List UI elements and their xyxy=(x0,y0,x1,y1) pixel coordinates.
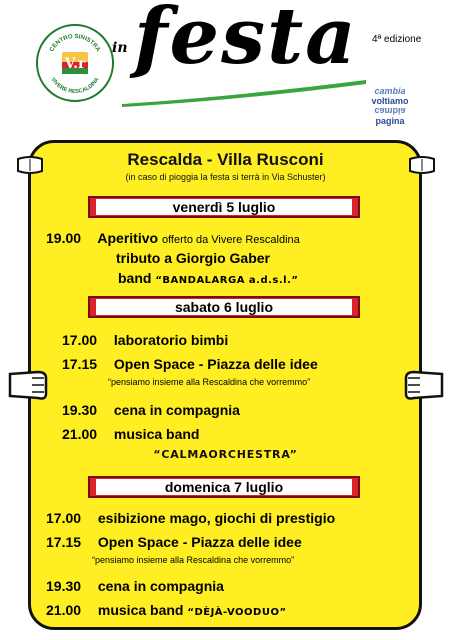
band-name: “CALMAORCHESTRA” xyxy=(153,448,298,461)
logo-emblem-icon xyxy=(38,26,112,100)
event-title: musica band xyxy=(113,426,200,442)
event-detail: offerto da Vivere Rescaldina xyxy=(161,234,300,246)
event-time: 17.15 xyxy=(62,356,98,372)
event-title: Open Space - Piazza delle idee xyxy=(97,534,302,550)
event-row xyxy=(62,402,240,418)
day-label: venerdì 5 luglio xyxy=(96,199,352,215)
event-row xyxy=(116,250,270,266)
edition-label: 4ª edizione xyxy=(372,34,422,45)
event-row xyxy=(62,356,318,372)
event-time: 21.00 xyxy=(62,426,98,442)
day-banner-sunday xyxy=(88,476,360,498)
logo xyxy=(36,24,114,102)
green-swoosh-icon xyxy=(120,78,370,108)
event-time: 19.00 xyxy=(46,230,82,246)
logo-top-text: CENTRO SINISTRA xyxy=(49,33,101,53)
band-name: “DÈJÀ-VOODUO” xyxy=(187,607,287,618)
event-row xyxy=(62,332,228,348)
event-time: 19.30 xyxy=(62,402,98,418)
day-banner-saturday xyxy=(88,296,360,318)
event-row xyxy=(46,602,287,618)
svg-text:CENTRO SINISTRA xyxy=(49,34,101,54)
slogan-block xyxy=(360,86,420,126)
event-title: cena in compagnia xyxy=(97,578,224,594)
event-title: Aperitivo xyxy=(97,230,159,246)
event-time: 17.00 xyxy=(62,332,98,348)
event-title: esibizione mago, giochi di prestigio xyxy=(97,510,336,526)
event-row xyxy=(46,510,335,526)
slogan-line: cambia xyxy=(374,106,406,116)
logo-mark-text: V.r xyxy=(64,56,86,72)
event-row xyxy=(46,230,300,246)
slogan-line: voltiamo xyxy=(371,96,409,106)
event-subtitle: “pensiamo insieme alla Rescaldina che vorremmo” xyxy=(92,555,295,565)
slogan-line: cambia xyxy=(374,86,406,96)
slogan-line: pagina xyxy=(375,116,405,126)
hand-icon xyxy=(8,368,50,402)
day-banner-friday xyxy=(88,196,360,218)
venue-note: (in caso di pioggia la festa si terrà in Via Schuster) xyxy=(125,172,326,182)
event-time: 19.30 xyxy=(46,578,82,594)
in-word: in xyxy=(112,40,128,56)
band-name: “BANDALARGA a.d.s.l.” xyxy=(155,275,299,286)
event-title: laboratorio bimbi xyxy=(113,332,229,348)
logo-bottom-text: VIVERE RESCALDINA xyxy=(49,76,101,96)
event-title: cena in compagnia xyxy=(113,402,240,418)
hand-icon xyxy=(400,368,444,402)
day-label: domenica 7 luglio xyxy=(96,479,352,495)
festa-title: festa xyxy=(134,0,358,82)
event-title: band xyxy=(118,270,152,286)
event-title: tributo a Giorgio Gaber xyxy=(116,250,271,266)
event-time: 17.15 xyxy=(46,534,82,550)
svg-text:VIVERE RESCALDINA xyxy=(49,77,100,95)
event-time: 21.00 xyxy=(46,602,82,618)
venue-title: Rescalda - Villa Rusconi xyxy=(127,150,324,169)
day-label: sabato 6 luglio xyxy=(96,299,352,315)
event-row xyxy=(118,270,298,286)
event-row xyxy=(46,534,302,550)
event-subtitle: “pensiamo insieme alla Rescaldina che vorremmo” xyxy=(108,377,311,387)
event-time: 17.00 xyxy=(46,510,82,526)
event-title: Open Space - Piazza delle idee xyxy=(113,356,318,372)
event-title: musica band xyxy=(97,602,184,618)
event-row xyxy=(46,578,224,594)
event-row xyxy=(62,426,199,442)
